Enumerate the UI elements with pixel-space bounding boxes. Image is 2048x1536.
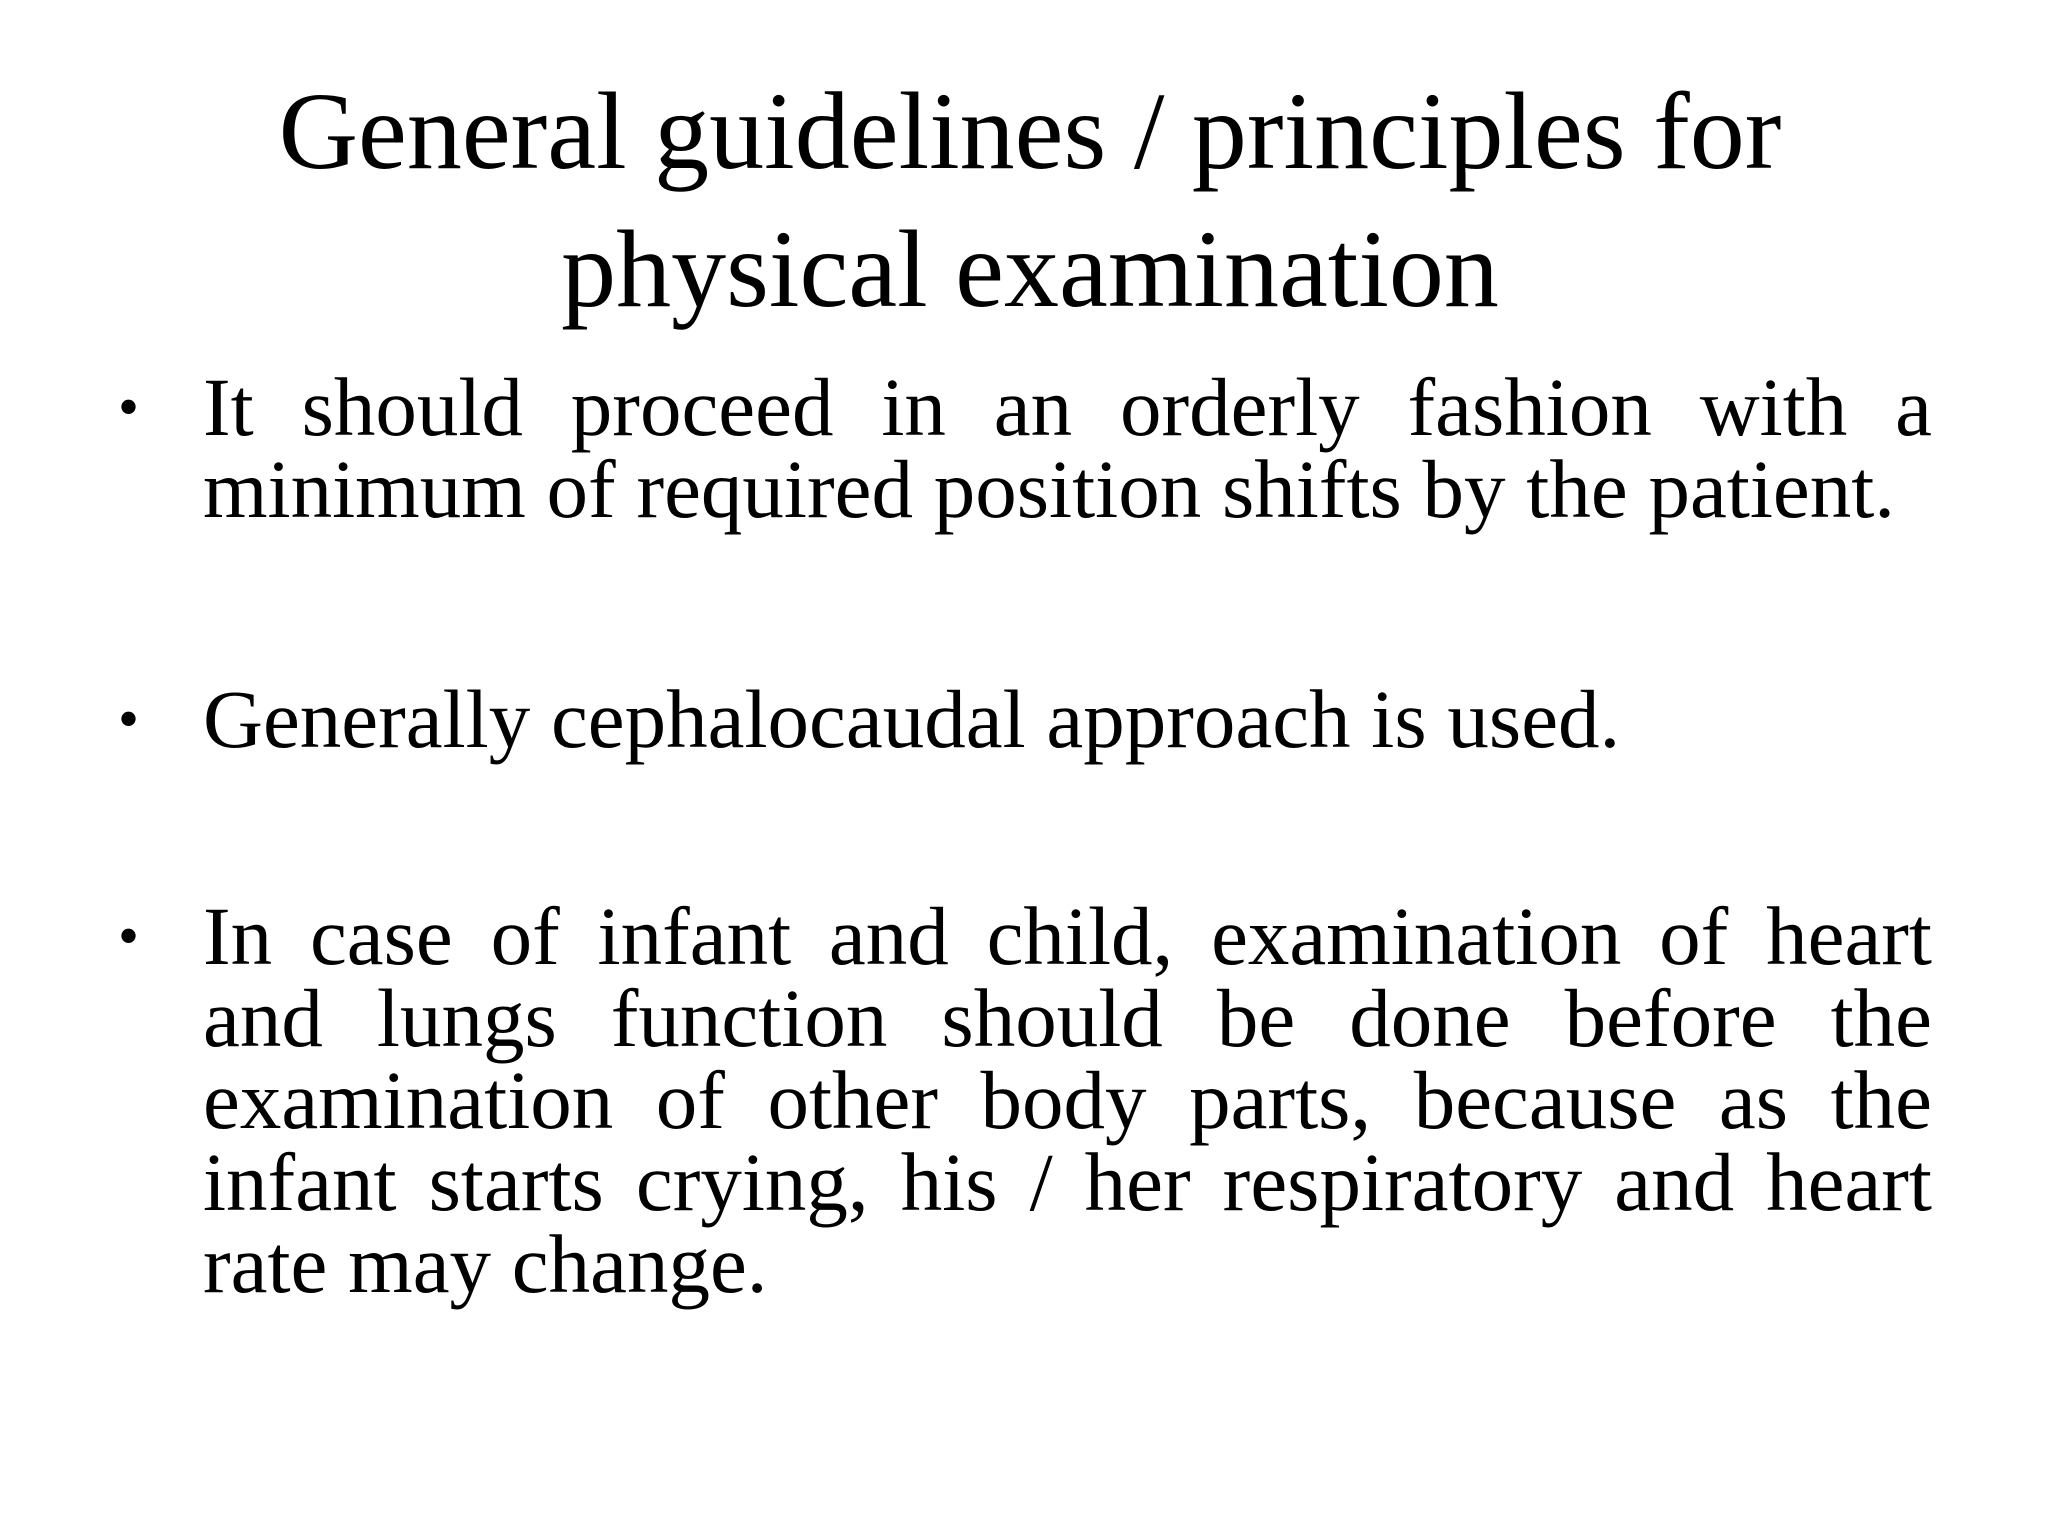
bullet-item: [118, 361, 1932, 535]
bullet-item: [118, 890, 1932, 1310]
bullet-dot-icon: •: [118, 686, 140, 752]
bullet-dot-icon: •: [118, 903, 140, 969]
bullet-item: [118, 673, 1932, 765]
bullet-text: It should proceed in an orderly fashion with a minimum of required position shifts by the patient.: [203, 361, 1932, 535]
bullet-dot-icon: •: [118, 374, 140, 440]
slide-title: General guidelines / principles for physical examination: [278, 70, 1782, 330]
bullet-text: Generally cephalocaudal approach is used.: [203, 673, 1621, 765]
bullet-list: [118, 361, 1932, 1310]
bullet-text: In case of infant and child, examination of heart and lungs function should be done before the examination of other body parts, because as the infant starts crying, his / her respiratory and heart rate may change.: [203, 890, 1932, 1310]
